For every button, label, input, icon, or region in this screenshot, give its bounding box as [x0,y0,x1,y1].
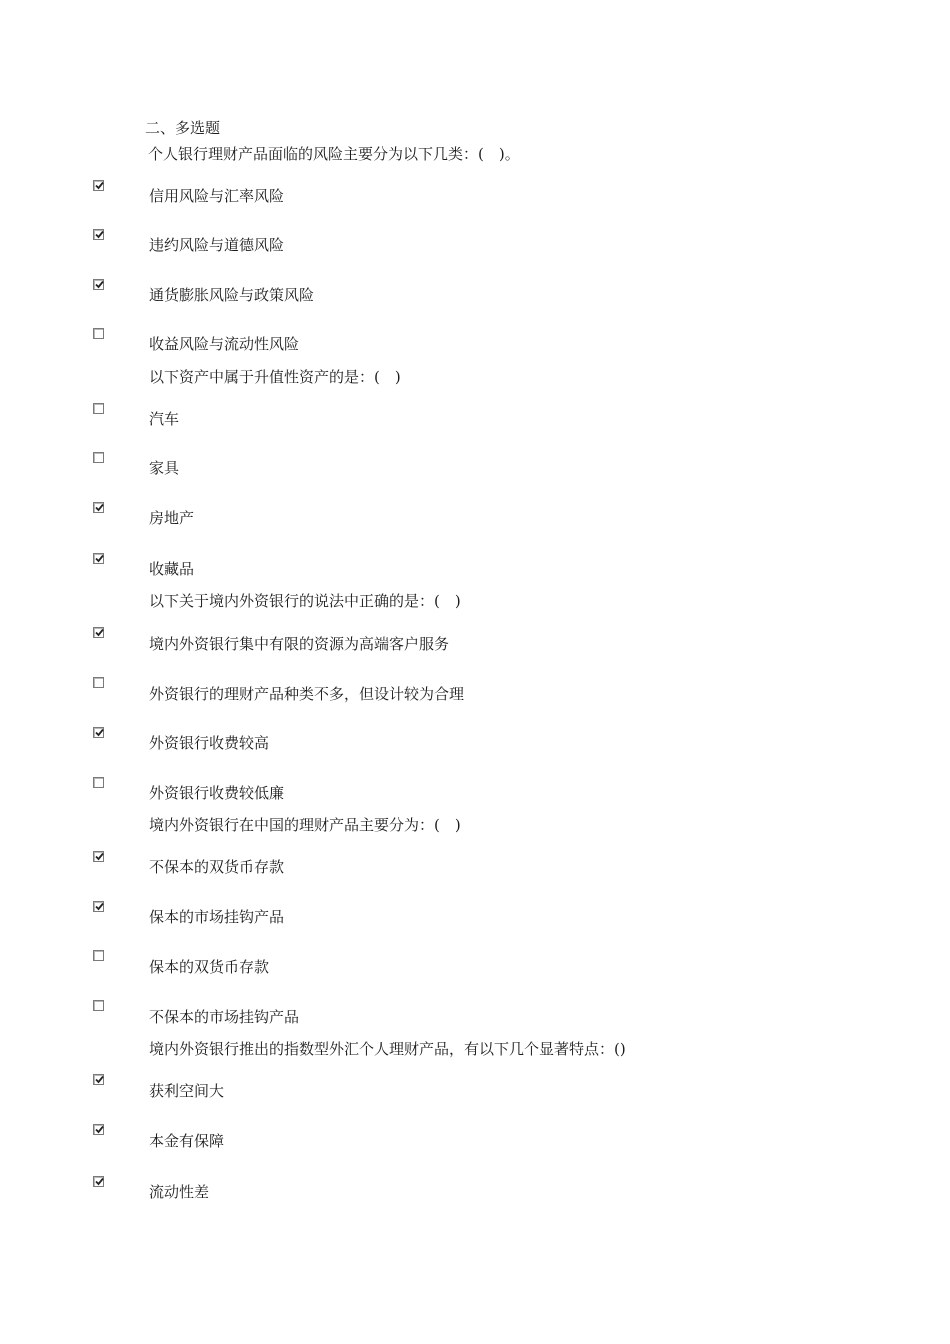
option-label: 不保本的市场挂钩产品 [149,1008,300,1026]
option-label: 不保本的双货币存款 [149,858,285,876]
option-label: 外资银行收费较高 [149,734,270,752]
option-label: 流动性差 [149,1183,210,1201]
option-label: 本金有保障 [149,1132,225,1150]
check-icon [95,230,104,239]
option-label: 汽车 [149,410,180,428]
checkbox-q4-opt4[interactable] [93,1000,104,1011]
checkbox-q3-opt2[interactable] [93,677,104,688]
option-label: 通货膨胀风险与政策风险 [149,286,315,304]
check-icon [95,1177,104,1186]
question-1-text: 个人银行理财产品面临的风险主要分为以下几类：( )。 [148,145,520,163]
option-label: 家具 [149,459,180,477]
check-icon [95,628,104,637]
option-label: 外资银行的理财产品种类不多，但设计较为合理 [149,685,465,703]
option-label: 信用风险与汇率风险 [149,187,285,205]
option-label: 收益风险与流动性风险 [149,335,300,353]
checkbox-q2-opt2[interactable] [93,452,104,463]
checkbox-q2-opt4[interactable] [93,553,104,564]
option-label: 房地产 [149,509,195,527]
checkbox-q2-opt1[interactable] [93,403,104,414]
checkbox-q5-opt1[interactable] [93,1074,104,1085]
check-icon [95,554,104,563]
option-label: 获利空间大 [149,1082,225,1100]
option-label: 外资银行收费较低廉 [149,784,285,802]
checkbox-q1-opt4[interactable] [93,328,104,339]
check-icon [95,1075,104,1084]
checkbox-q5-opt3[interactable] [93,1176,104,1187]
check-icon [95,852,104,861]
checkbox-q4-opt3[interactable] [93,950,104,961]
check-icon [95,728,104,737]
check-icon [95,181,104,190]
checkbox-q1-opt3[interactable] [93,279,104,290]
checkbox-q3-opt1[interactable] [93,627,104,638]
option-label: 保本的双货币存款 [149,958,270,976]
checkbox-q1-opt1[interactable] [93,180,104,191]
checkbox-q5-opt2[interactable] [93,1124,104,1135]
question-5-text: 境内外资银行推出的指数型外汇个人理财产品，有以下几个显著特点：() [149,1040,626,1058]
option-label: 违约风险与道德风险 [149,236,285,254]
checkbox-q4-opt1[interactable] [93,851,104,862]
checkbox-q4-opt2[interactable] [93,901,104,912]
question-3-text: 以下关于境内外资银行的说法中正确的是：( ) [149,592,461,610]
check-icon [95,902,104,911]
option-label: 收藏品 [149,560,195,578]
check-icon [95,1125,104,1134]
checkbox-q2-opt3[interactable] [93,502,104,513]
checkbox-q3-opt4[interactable] [93,777,104,788]
checkbox-q3-opt3[interactable] [93,727,104,738]
section-title: 二、多选题 [145,119,221,137]
checkbox-q1-opt2[interactable] [93,229,104,240]
option-label: 境内外资银行集中有限的资源为高端客户服务 [149,635,450,653]
question-4-text: 境内外资银行在中国的理财产品主要分为：( ) [149,816,461,834]
check-icon [95,503,104,512]
option-label: 保本的市场挂钩产品 [149,908,285,926]
question-2-text: 以下资产中属于升值性资产的是：( ) [149,368,401,386]
check-icon [95,280,104,289]
